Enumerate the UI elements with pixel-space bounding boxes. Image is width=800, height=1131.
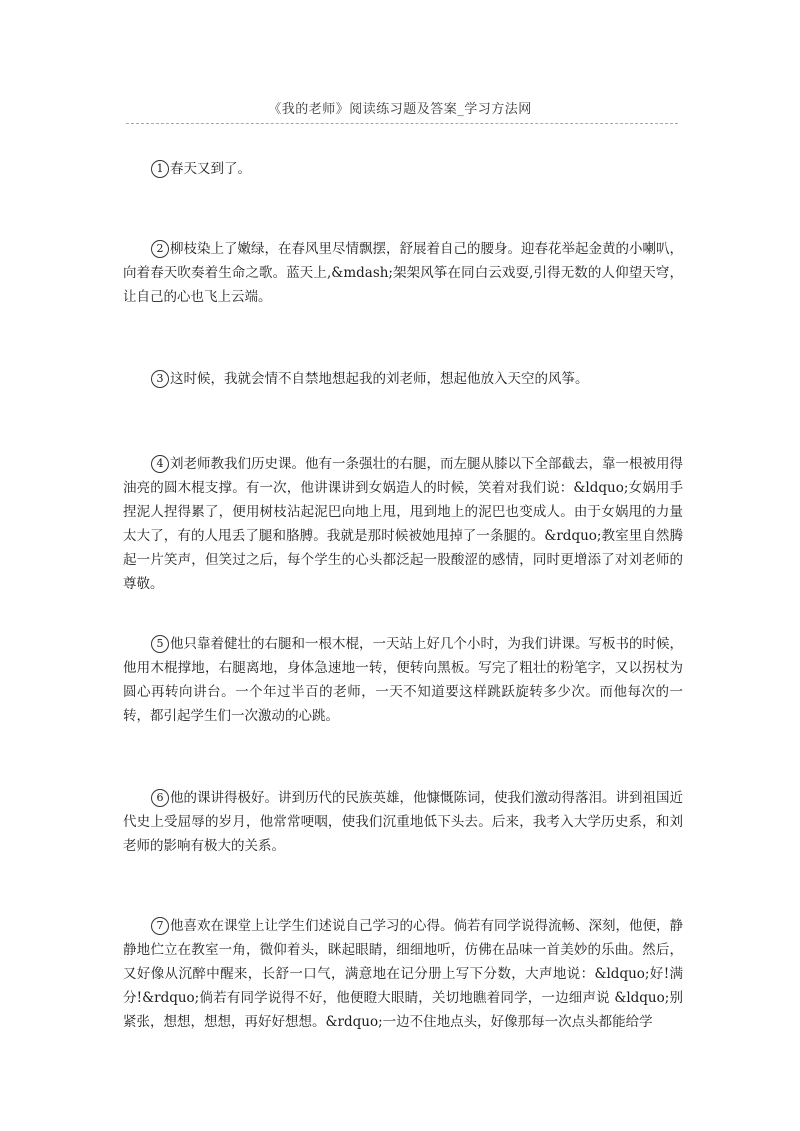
paragraph-number: 1 bbox=[151, 160, 169, 178]
paragraph-text: 他只靠着健壮的右腿和一根木棍，一天站上好几个小时，为我们讲课。写板书的时候，他用木棍撑地，右腿离地，身体急速地一转，便转向黑板。写完了粗壮的粉笔字，又以拐杖为圆心再转向讲台。一个年过半百的老师，一天不知道要这样跳跃旋转多少次。而他每次的一转，都引起学生们一次激动的心跳。 bbox=[123, 636, 683, 724]
paragraph-7 bbox=[123, 914, 683, 1034]
paragraph-3 bbox=[123, 367, 683, 391]
paragraph-number: 4 bbox=[151, 455, 169, 473]
paragraph-text: 春天又到了。 bbox=[170, 161, 251, 177]
paragraph-text: 他喜欢在课堂上让学生们述说自己学习的心得。倘若有同学说得流畅、深刻，他便，静静地伫立在教室一角，微仰着头，眯起眼睛，细细地听，仿佛在品味一首美妙的乐曲。然后，又好像从沉醉中醒来，长舒一口气，满意地在记分册上写下分数，大声地说：&ldquo;好!满分!&rdquo;倘若有同学说得不好，他便瞪大眼睛，关切地瞧着同学，一边细声说 &ldquo;别紧张，想想，想想，再好好想想。&rdquo;一边不住地点头，好像那每一次点头都能给学 bbox=[123, 918, 683, 1030]
header-divider bbox=[126, 123, 678, 124]
paragraph-number: 5 bbox=[151, 635, 169, 653]
paragraph-number: 6 bbox=[151, 789, 169, 807]
paragraph-text: 柳枝染上了嫩绿，在春风里尽情飘摆，舒展着自己的腰身。迎春花举起金黄的小喇叭，向着春天吹奏着生命之歌。蓝天上,&mdash;架架风筝在同白云戏耍,引得无数的人仰望天穹，让自己的心也飞上云端。 bbox=[123, 241, 683, 305]
paragraph-4 bbox=[123, 452, 683, 596]
paragraph-number: 7 bbox=[151, 917, 169, 935]
paragraph-text: 他的课讲得极好。讲到历代的民族英雄，他慷慨陈词，使我们激动得落泪。讲到祖国近代史上受屈辱的岁月，他常常哽咽，使我们沉重地低下头去。后来，我考入大学历史系，和刘老师的影响有极大的关系。 bbox=[123, 790, 683, 854]
paragraph-text: 刘老师教我们历史课。他有一条强壮的右腿，而左腿从膝以下全部截去，靠一根被用得油亮的圆木棍支撑。有一次，他讲课讲到女娲造人的时候，笑着对我们说：&ldquo;女娲用手捏泥人捏得累了，便用树枝沾起泥巴向地上甩，甩到地上的泥巴也变成人。由于女娲甩的力量太大了，有的人甩丢了腿和胳膊。我就是那时候被她甩掉了一条腿的。&rdquo;教室里自然腾起一片笑声，但笑过之后，每个学生的心头都泛起一股酸涩的感情，同时更增添了对刘老师的尊敬。 bbox=[123, 456, 683, 592]
paragraph-number: 3 bbox=[151, 370, 169, 388]
paragraph-2 bbox=[123, 237, 683, 309]
page-title: 《我的老师》阅读练习题及答案_学习方法网 bbox=[268, 102, 532, 117]
paragraph-text: 这时候，我就会情不自禁地想起我的刘老师，想起他放入天空的风筝。 bbox=[170, 371, 589, 387]
paragraph-1 bbox=[123, 157, 683, 181]
paragraph-number: 2 bbox=[151, 240, 169, 258]
paragraph-6 bbox=[123, 786, 683, 858]
paragraph-5 bbox=[123, 632, 683, 728]
